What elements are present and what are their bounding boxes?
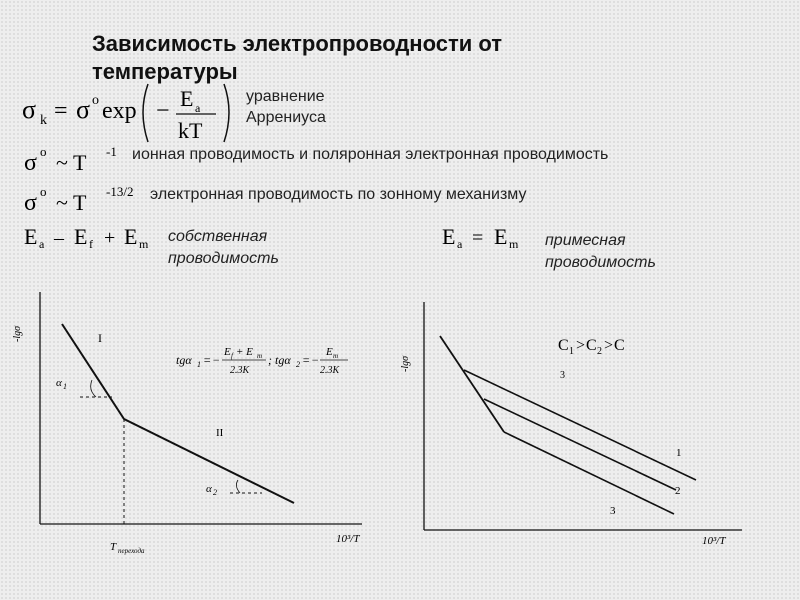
tg-num2-m: m [333, 352, 339, 360]
sigma-k: σ [22, 95, 37, 124]
line-1-label: 1 [676, 447, 682, 459]
intrinsic-e2: E [74, 224, 88, 249]
conc-gt-2: > [604, 337, 614, 354]
alpha2-label: α [206, 483, 212, 495]
tg-alpha2-sub: 2 [296, 360, 300, 369]
intrinsic-s3: m [139, 237, 149, 251]
extrinsic-s1: a [457, 237, 463, 251]
numerator-sub: a [195, 101, 201, 115]
conc-c2: C [586, 337, 597, 354]
arrhenius-formula [20, 76, 240, 148]
left-y-label: -lgσ [12, 325, 23, 342]
arrhenius-label-line-1: уравнение [246, 88, 325, 105]
intrinsic-s2: f [89, 237, 93, 251]
line-2-label: 2 [675, 485, 681, 497]
tg-eq-1: = [203, 353, 212, 367]
extrinsic-label-line-1: примесная [545, 232, 626, 249]
conc-c1: C [558, 337, 569, 354]
extrinsic-label-line-2: проводимость [545, 254, 656, 271]
left-plot [0, 280, 400, 580]
tg-eq-2: = [302, 353, 311, 367]
concentration-label [558, 337, 625, 381]
alpha1-arc [91, 380, 96, 397]
arrhenius-label-line-2: Аррениуса [246, 109, 326, 126]
extrinsic-op1: = [472, 227, 484, 249]
tg-minus-2: − [311, 353, 320, 367]
left-paren [143, 84, 148, 142]
extrinsic-e1: E [442, 224, 456, 249]
tg-minus-1: − [212, 353, 221, 367]
tangent-formula [176, 346, 348, 376]
intrinsic-s1: a [39, 237, 45, 251]
conc-c2-sub: 2 [597, 346, 602, 357]
conc-c3: C [614, 337, 625, 354]
conc-c1-sub: 1 [569, 346, 574, 357]
arrhenius-label [246, 86, 326, 128]
conc-gt-1: > [576, 337, 586, 354]
numerator-e: E [180, 86, 194, 111]
intrinsic-e1: E [24, 224, 38, 249]
intrinsic-label [168, 226, 279, 270]
region-2-label: II [216, 427, 224, 439]
alpha1-label: α [56, 377, 62, 389]
alpha2-arc [236, 480, 240, 493]
right-plot [400, 280, 760, 580]
extrinsic-formula [440, 222, 540, 252]
intrinsic-op2: + [104, 227, 116, 249]
denominator-kt: kT [178, 118, 203, 143]
extrinsic-s2: m [509, 237, 519, 251]
title-line-1: Зависимость электропроводности от [92, 31, 503, 56]
title-line-2: температуры [92, 59, 238, 84]
intrinsic-label-line-2: проводимость [168, 250, 279, 267]
band-rel: ~ T [56, 190, 87, 215]
transition-temp-label: T [110, 541, 117, 553]
equals-sign: = [54, 98, 68, 124]
band-label: электронная проводимость по зонному механизму [150, 186, 527, 203]
ionic-sup: o [40, 144, 47, 159]
tg-alpha1-sub: 1 [197, 360, 201, 369]
left-conductivity-line [62, 324, 294, 503]
extrinsic-line-2 [484, 399, 676, 490]
band-exp: -13/2 [106, 184, 134, 199]
sigma-zero: σ [76, 95, 91, 124]
alpha1-sub: 1 [63, 382, 67, 391]
ionic-sigma: σ [24, 150, 37, 176]
tg-den-1: 2.3K [230, 365, 250, 376]
extrinsic-e2: E [494, 224, 508, 249]
intrinsic-op1: – [54, 227, 64, 249]
transition-temp-sub: перехода [118, 547, 145, 555]
tg-alpha2: ; tgα [268, 353, 291, 367]
tg-num1-plus: + E [236, 346, 253, 358]
right-y-label: -lgσ [400, 355, 411, 372]
ionic-exp: -1 [106, 144, 117, 159]
sup-o: o [92, 93, 99, 108]
intrinsic-label-line-1: собственная [168, 228, 268, 245]
extrinsic-line-3 [504, 432, 674, 514]
sub-k: k [40, 113, 47, 128]
tg-num1-m: m [257, 352, 263, 360]
band-formula [22, 180, 152, 220]
tg-alpha1: tgα [176, 353, 192, 367]
ionic-label: ионная проводимость и поляронная электронная проводимость [132, 146, 609, 163]
right-x-label: 10³/T [702, 535, 726, 547]
right-paren [224, 84, 229, 142]
band-sup: o [40, 184, 47, 199]
ionic-rel: ~ T [56, 150, 87, 175]
region-1-label: I [98, 331, 102, 345]
minus-sign: − [156, 98, 170, 124]
alpha2-sub: 2 [213, 488, 217, 497]
intrinsic-e3: E [124, 224, 138, 249]
line-3-label: 3 [610, 505, 616, 517]
tg-num1-f: f [231, 352, 233, 360]
exp-label: exp [102, 98, 137, 124]
band-sigma: σ [24, 190, 37, 216]
ionic-formula [22, 140, 132, 180]
left-x-label: 10³/T [336, 533, 360, 545]
conc-c3-sub: 3 [560, 370, 565, 381]
tg-den-2: 2.3K [320, 365, 340, 376]
tg-num2-e: E [326, 346, 333, 358]
extrinsic-label [545, 230, 656, 274]
tg-num1-e: E [224, 346, 231, 358]
intrinsic-formula [22, 222, 172, 252]
